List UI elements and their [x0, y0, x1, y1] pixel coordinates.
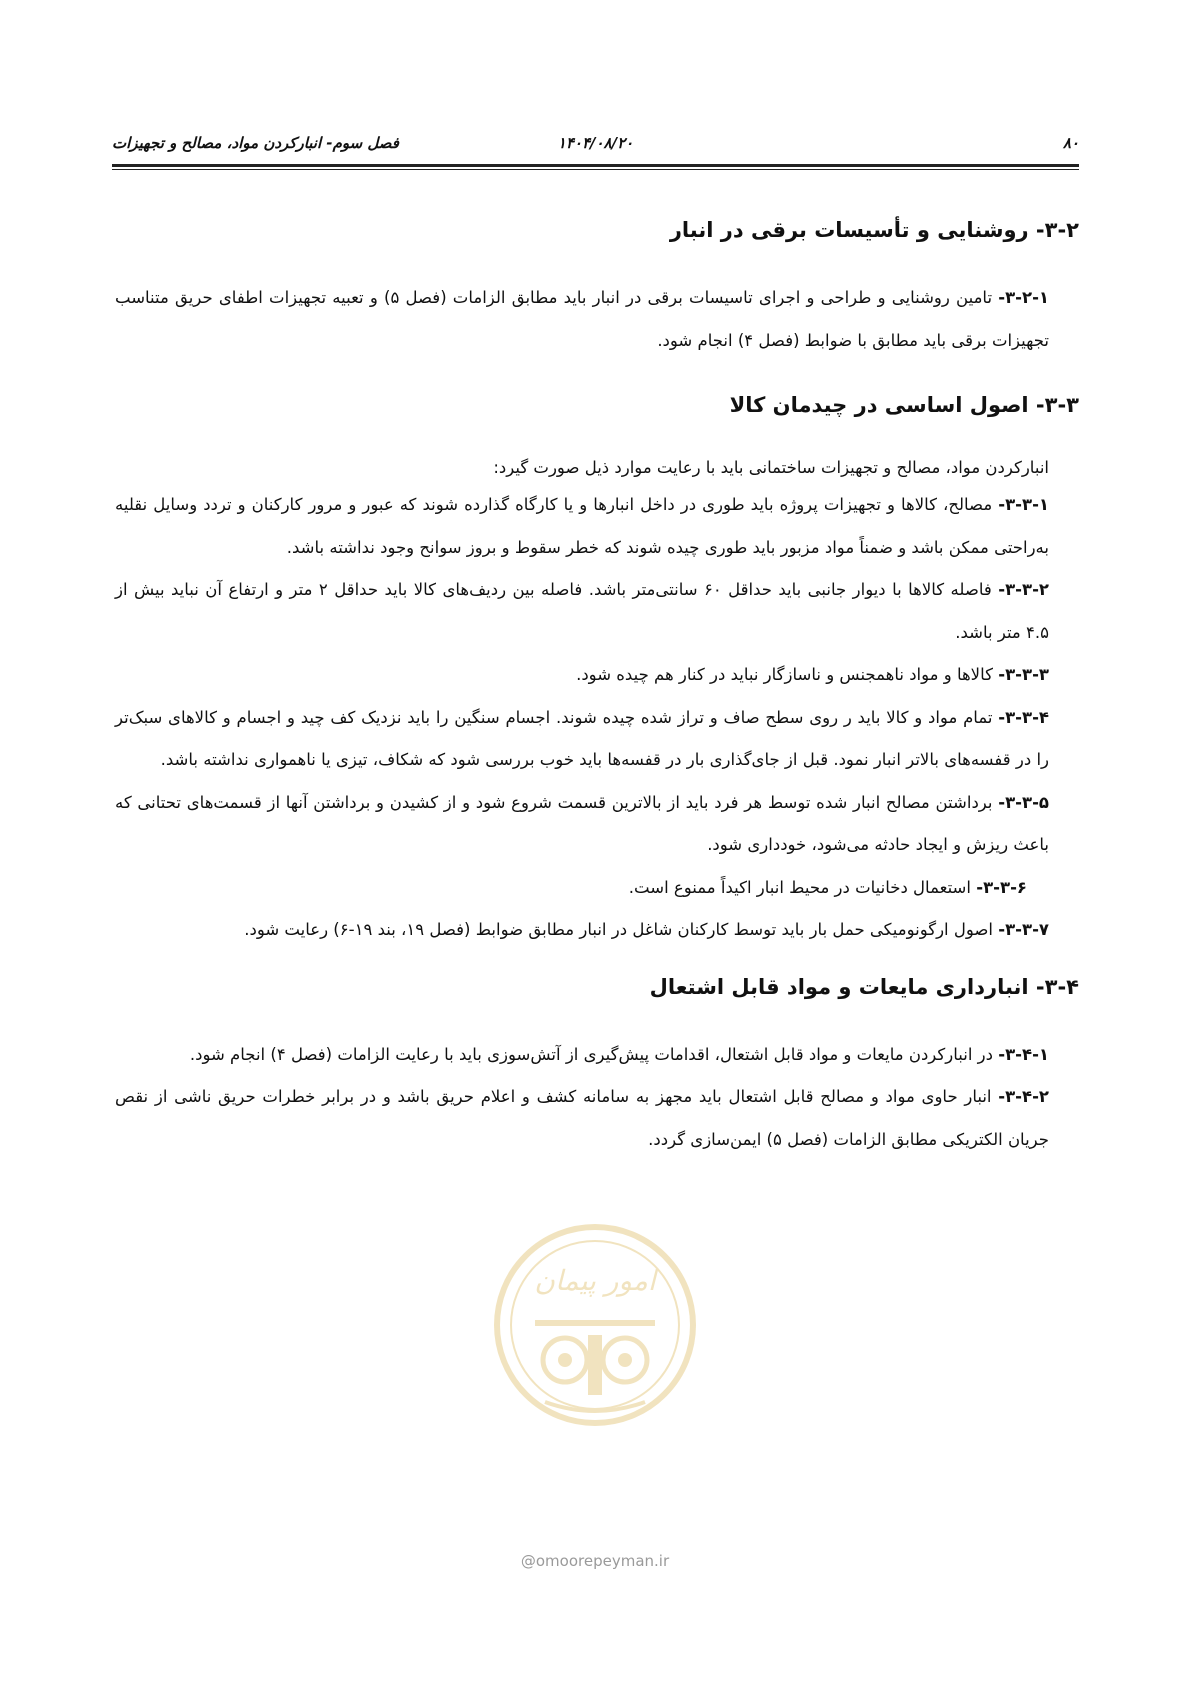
clause-text: فاصله کالاها با دیوار جانبی باید حداقل ۶۰ سانتی‌متر باشد. فاصله بین ردیف‌های کالا باید حداقل ۲ متر و ارتفاع آن نباید بیش از ۴.۵ متر باشد.: [115, 580, 1049, 642]
clause-number: ۳-۳-۱-: [998, 495, 1049, 514]
watermark-caption: @omoorepeyman.ir: [520, 1552, 670, 1570]
clause-number: ۳-۳-۴-: [998, 707, 1049, 727]
header-rule: [112, 164, 1079, 167]
section-heading-lighting: ۳-۲- روشنایی و تأسیسات برقی در انبار: [669, 218, 1079, 242]
clause-number: ۳-۳-۲-: [998, 580, 1049, 599]
clause-3-3-4: [115, 697, 1079, 782]
clause-3-3-1: [115, 484, 1079, 569]
clause-number: ۳-۳-۶-: [976, 877, 1027, 897]
clause-text: تامین روشنایی و طراحی و اجرای تاسیسات برقی در انبار باید مطابق الزامات (فصل ۵) و تعبیه تجهیزات اطفای حریق متناسب تجهیزات برقی باید مطابق با ضوابط (فصل ۴) انجام شود.: [115, 288, 1049, 350]
clause-3-3-2: [115, 569, 1079, 654]
clause-number: ۳-۳-۳-: [998, 665, 1049, 684]
header-date: ۱۴۰۴/۰۸/۲۰: [557, 134, 634, 152]
chapter-title: فصل سوم- انبارکردن مواد، مصالح و تجهیزات: [112, 134, 399, 152]
clause-text: تمام مواد و کالا باید ر روی سطح صاف و تراز شده چیده شوند. اجسام سنگین را باید نزدیک کف چید و اجسام و کالاهای سبک‌تر را در قفسه‌های بالاتر انبار نمود. قبل از جای‌گذاری بار در قفسه‌ها باید خوب بررسی شود که شکاف، تیزی یا ناهمواری نداشته باشد.: [115, 707, 1049, 769]
clause-3-3-6: [115, 867, 1079, 910]
clause-3-3-5: [115, 782, 1079, 867]
clause-text: در انبارکردن مایعات و مواد قابل اشتعال، اقدامات پیش‌گیری از آتش‌سوزی باید با رعایت الزامات (فصل ۴) انجام شود.: [189, 1044, 999, 1064]
clause-text: برداشتن مصالح انبار شده توسط هر فرد باید از بالاترین قسمت شروع شود و از کشیدن و برداشتن آنها از قسمت‌های تحتانی که باعث ریزش و ایجاد حادثه می‌شود، خودداری شود.: [115, 792, 1049, 854]
clause-text: مصالح، کالاها و تجهیزات پروژه باید طوری در داخل انبارها و یا کارگاه گذارده شوند که عبور و مرور کارکنان و تردد وسایل نقلیه به‌راحتی ممکن باشد و ضمناً مواد مزبور باید طوری چیده شوند که خطر سقوط و بروز سوانح وجود نداشته باشد.: [115, 495, 1049, 557]
section-heading-stacking: ۳-۳- اصول اساسی در چیدمان کالا: [729, 393, 1079, 417]
header-rule-thin: [112, 169, 1079, 170]
clause-number: ۳-۳-۷-: [998, 920, 1049, 939]
clause-3-4-1: [115, 1034, 1079, 1077]
watermark-logo: [490, 1220, 700, 1440]
seal-icon: [490, 1220, 700, 1440]
clause-3-3-3: [115, 654, 1079, 697]
clause-text: استعمال دخانیات در محیط انبار اکیداً ممنوع است.: [628, 877, 977, 897]
section-intro: انبارکردن مواد، مصالح و تجهیزات ساختمانی باید با رعایت موارد ذیل صورت گیرد:: [493, 458, 1049, 477]
running-header: [112, 130, 1079, 160]
clause-3-4-2: [115, 1076, 1079, 1161]
clause-number: ۳-۴-۲-: [998, 1087, 1049, 1106]
clause-number: ۳-۳-۵-: [998, 792, 1049, 812]
page-content: [115, 205, 1079, 1161]
clause-text: اصول ارگونومیکی حمل بار باید توسط کارکنان شاغل در انبار مطابق ضوابط (فصل ۱۹، بند ۱۹-۶) رعایت شود.: [244, 920, 999, 939]
clause-3-2-1: [115, 277, 1079, 362]
page-number: ۸۰: [1062, 134, 1079, 152]
watermark-logo-text: امور پیمان: [534, 1264, 656, 1297]
clause-text: انبار حاوی مواد و مصالح قابل اشتعال باید مجهز به سامانه کشف و اعلام حریق باشد و در برابر خطرات حریق ناشی از نقص جریان الکتریکی مطابق الزامات (فصل ۵) ایمن‌سازی گردد.: [115, 1087, 1049, 1149]
clause-text: کالاها و مواد ناهمجنس و ناسازگار نباید در کنار هم چیده شود.: [576, 665, 999, 684]
clause-number: ۳-۲-۱-: [998, 288, 1050, 307]
clause-3-3-7: [115, 909, 1079, 952]
clause-number: ۳-۴-۱-: [998, 1044, 1049, 1064]
section-heading-flammables: ۳-۴- انبارداری مایعات و مواد قابل اشتعال: [649, 974, 1079, 999]
